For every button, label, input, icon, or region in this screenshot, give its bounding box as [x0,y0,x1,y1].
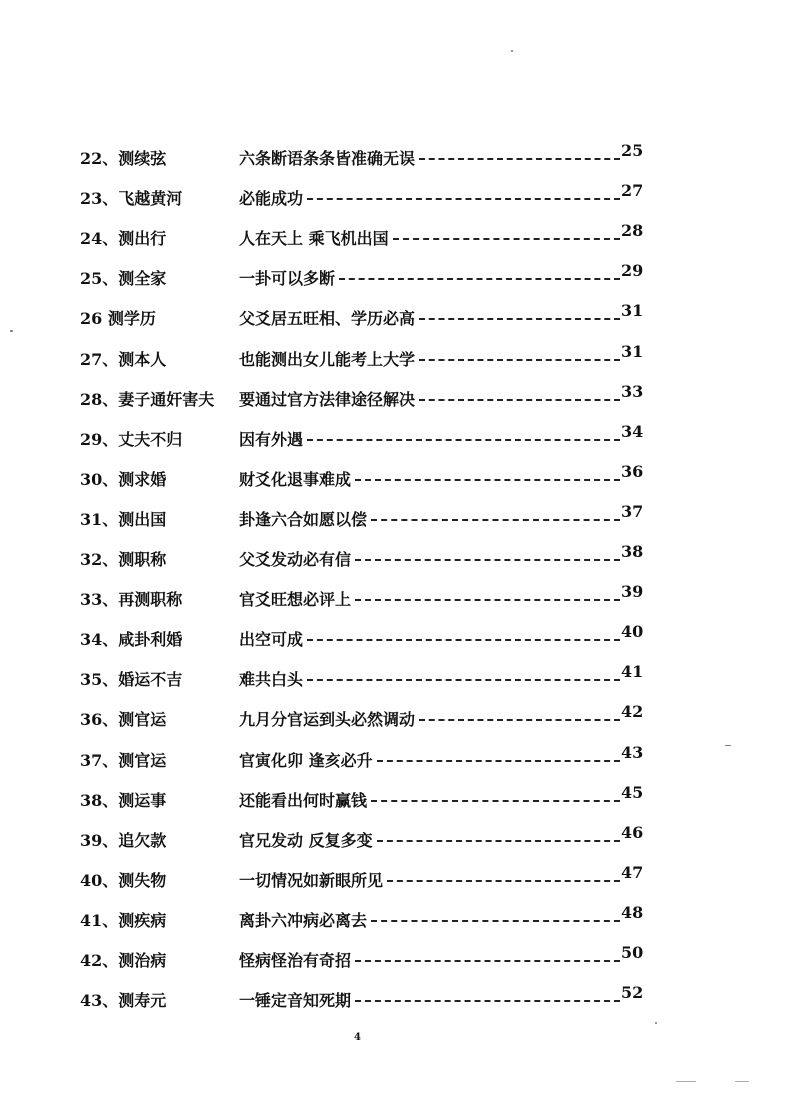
toc-page-number: 40 [621,622,644,642]
toc-item-title: 28、妻子通奸害夫 [80,389,215,409]
toc-row [0,501,797,539]
toc-leader-line [377,840,620,842]
toc-page-number: 36 [621,461,644,481]
toc-page-number: 37 [621,501,644,521]
toc-item-title: 43、测寿元 [80,991,167,1011]
scan-speck [655,1022,657,1024]
toc-leader-line [339,278,620,280]
toc-item-title: 25、测全家 [80,269,167,289]
toc-leader-line [419,318,620,320]
toc-page-number: 47 [621,862,644,882]
toc-item-description: 一切情况如新眼所见 [239,870,384,890]
toc-item-description: 离卦六冲病必离去 [239,910,368,930]
scan-speck [676,1081,696,1082]
toc-item-description: 难共白头 [239,670,304,690]
toc-row [0,742,797,780]
toc-item-description: 一锤定音知死期 [239,991,352,1011]
scan-speck [725,745,731,746]
toc-page-number: 50 [621,943,644,962]
toc-item-description: 父爻居五旺相、学历必高 [239,309,416,329]
toc-row [0,862,797,900]
scan-speck [735,1081,749,1082]
scan-speck [10,330,13,332]
toc-row [0,782,797,820]
toc-leader-line [371,800,620,802]
toc-page-number: 39 [621,582,644,602]
toc-page-number: 43 [621,742,644,762]
toc-page-number: 31 [621,341,644,361]
toc-leader-line [355,960,620,962]
toc-item-title: 24、测出行 [80,229,167,249]
toc-leader-line [371,920,620,922]
toc-item-title: 35、婚运不吉 [80,670,183,690]
toc-item-title: 31、测出国 [80,509,167,529]
toc-item-title: 36、测官运 [80,710,167,730]
toc-row [0,261,797,298]
toc-page-number: 38 [621,542,644,561]
toc-row [0,421,797,459]
toc-leader-line [419,158,620,160]
toc-page-number: 46 [621,822,644,842]
toc-item-description: 人在天上 乘飞机出国 [239,229,389,249]
toc-item-description: 财爻化退事难成 [239,469,352,489]
toc-page-number: 41 [621,662,644,682]
toc-item-description: 要通过官方法律途径解决 [239,389,416,409]
toc-leader-line [387,880,620,882]
toc-leader-line [419,399,620,401]
toc-page-number: 28 [621,221,644,241]
toc-item-title: 40、测失物 [80,870,167,890]
toc-item-title: 37、测官运 [80,750,167,770]
toc-page-number: 31 [621,301,644,321]
toc-page-number: 29 [621,261,644,281]
toc-item-description: 一卦可以多断 [239,269,336,289]
toc-leader-line [419,719,620,721]
toc-item-description: 出空可成 [239,630,304,650]
toc-item-title: 33、再测职称 [80,590,183,610]
toc-row [0,181,797,218]
toc-item-title: 39、追欠款 [80,830,167,850]
toc-item-description: 父爻发动必有信 [239,550,352,569]
toc-row [0,822,797,860]
toc-item-title: 32、测职称 [80,550,167,569]
toc-item-title: 30、测求婚 [80,469,167,489]
toc-item-title: 22、测续弦 [80,149,167,168]
toc-leader-line [307,679,620,681]
toc-row [0,301,797,338]
toc-leader-line [307,639,620,641]
toc-leader-line [393,238,620,240]
toc-row [0,381,797,419]
toc-row [0,461,797,499]
toc-page-number: 25 [621,141,644,160]
toc-row [0,141,797,178]
toc-item-description: 九月分官运到头必然调动 [239,710,416,730]
toc-row [0,622,797,659]
toc-item-title: 42、测治病 [80,951,167,970]
page-number: 4 [354,1032,361,1043]
toc-item-title: 23、飞越黄河 [80,189,183,209]
toc-item-title: 34、咸卦利婚 [80,630,183,650]
toc-row [0,221,797,258]
toc-item-title: 41、测疾病 [80,910,167,930]
toc-item-description: 六条断语条条皆准确无误 [239,149,416,168]
toc-page-number: 48 [621,902,644,922]
toc-leader-line [371,519,620,521]
toc-page-number: 27 [621,181,644,201]
toc-item-title: 26 测学历 [80,309,156,329]
toc-row [0,702,797,739]
toc-page-number: 42 [621,702,644,722]
toc-page-number: 33 [621,381,644,401]
toc-item-description: 官爻旺想必评上 [239,590,352,610]
toc-page-number: 45 [621,782,644,802]
toc-item-description: 还能看出何时赢钱 [239,790,368,810]
toc-item-description: 因有外遇 [239,429,304,449]
toc-page-number: 52 [621,983,644,1003]
toc-item-description: 官寅化卯 逢亥必升 [239,750,373,770]
scan-speck [511,50,513,52]
toc-item-description: 官兄发动 反复多变 [239,830,373,850]
toc-leader-line [355,1000,620,1002]
toc-item-description: 怪病怪治有奇招 [239,951,352,970]
toc-page-number: 34 [621,421,644,441]
toc-leader-line [419,359,620,361]
toc-item-title: 38、测运事 [80,790,167,810]
toc-leader-line [307,198,620,200]
toc-row [0,542,797,579]
toc-row [0,341,797,379]
toc-leader-line [307,439,620,441]
toc-item-description: 也能测出女儿能考上大学 [239,349,416,369]
toc-leader-line [355,559,620,561]
toc-item-description: 必能成功 [239,189,304,209]
toc-row [0,902,797,940]
toc-leader-line [377,760,620,762]
toc-leader-line [355,599,620,601]
toc-item-title: 27、测本人 [80,349,167,369]
toc-row [0,983,797,1020]
toc-row [0,943,797,980]
toc-row [0,582,797,619]
toc-row [0,662,797,699]
toc-item-description: 卦逢六合如愿以偿 [239,509,368,529]
toc-item-title: 29、丈夫不归 [80,429,183,449]
toc-leader-line [355,479,620,481]
